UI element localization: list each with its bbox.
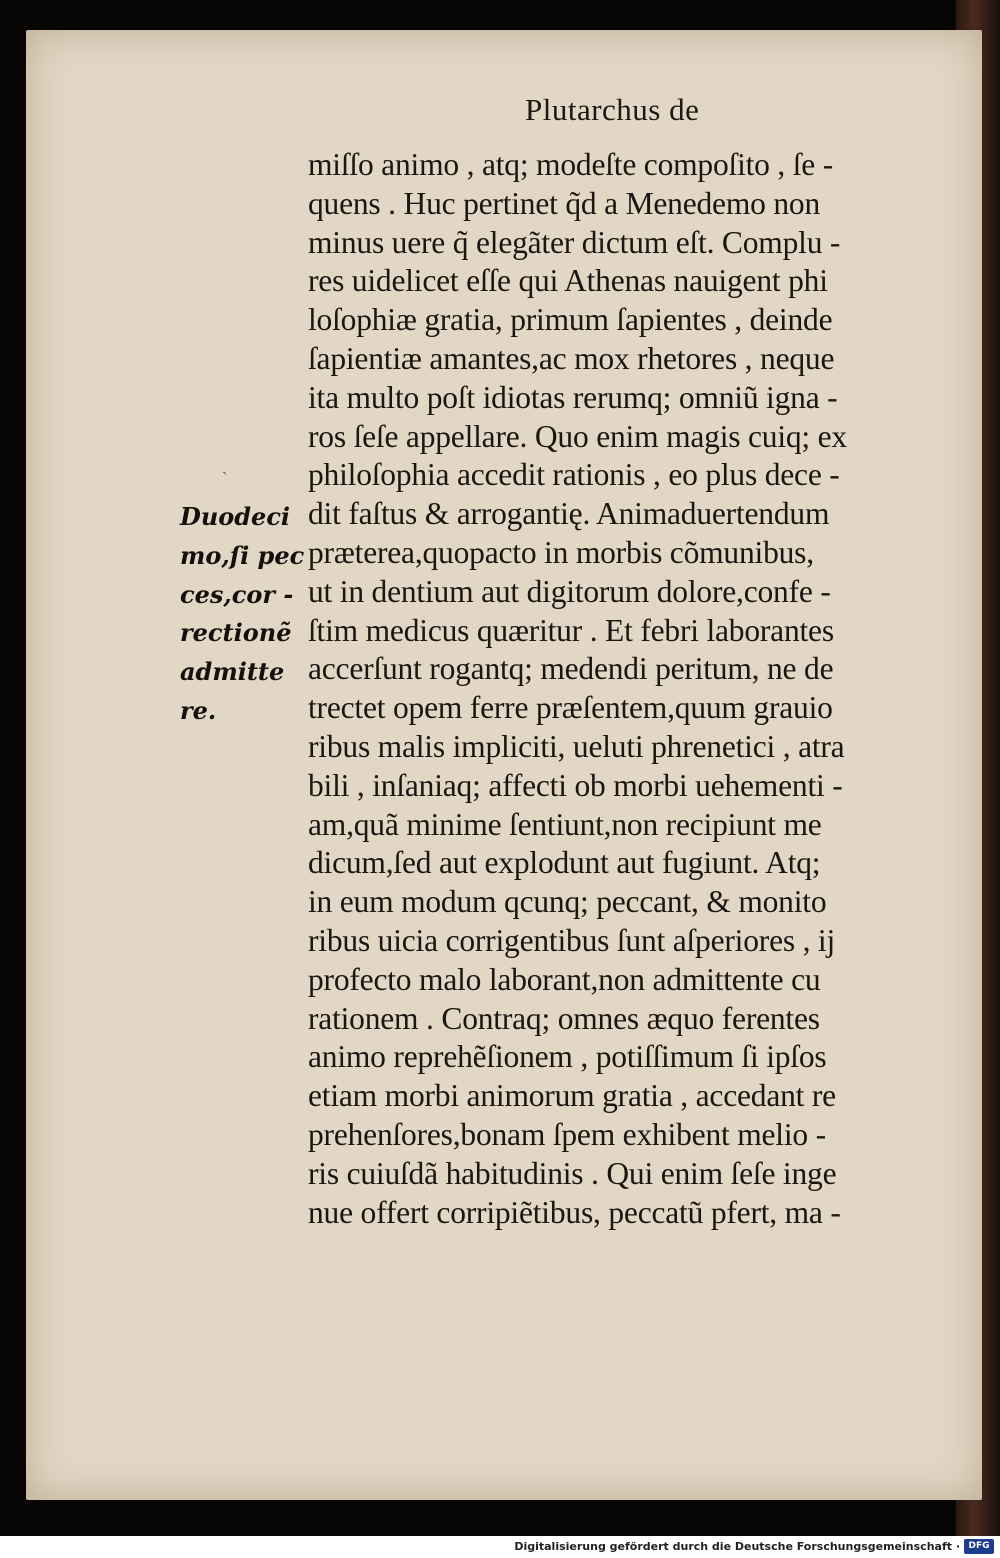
- stray-mark: ˋ: [222, 470, 228, 487]
- running-head: Plutarchus de: [525, 92, 700, 127]
- text-line: dicum,ſed aut explodunt aut fugiunt. Atq;: [308, 845, 821, 881]
- text-line: ros ſeſe appellare. Quo enim magis cuiq; ex: [308, 418, 847, 454]
- footer-bar: [0, 1536, 1000, 1558]
- text-line: ribus uicia corrigentibus ſunt aſperiores , ij: [308, 922, 836, 958]
- text-line: ſapientiæ amantes,ac mox rhetores , neque: [308, 340, 835, 376]
- marginal-line: ces,cor -: [180, 579, 294, 609]
- text-line: philoſophia accedit rationis , eo plus dece -: [308, 457, 840, 493]
- text-line: prehenſores,bonam ſpem exhibent melio -: [308, 1116, 826, 1152]
- text-line: rationem . Contraq; omnes æquo ferentes: [308, 1000, 820, 1036]
- text-line: nue offert corripiẽtibus, peccatũ pfert, ma -: [308, 1194, 841, 1230]
- marginal-line: Duodeci: [180, 502, 291, 531]
- text-line: præterea,quopacto in morbis cõmunibus,: [308, 534, 814, 570]
- text-line: accerſunt rogantq; medendi peritum, ne de: [308, 651, 834, 687]
- text-line: miſſo animo , atq; modeſte compoſito , ſe -: [308, 147, 834, 182]
- text-line: loſophiæ gratia, primum ſapientes , deinde: [308, 302, 833, 338]
- marginal-line: rectionẽ: [180, 618, 292, 648]
- dfg-logo: DFG: [964, 1539, 994, 1554]
- text-line: in eum modum qcunq; peccant, & monito: [308, 884, 827, 920]
- body-text: [308, 146, 956, 1232]
- text-line: ribus malis impliciti, ueluti phrenetici , atra: [308, 728, 845, 764]
- text-line: minus uere q̃ elegãter dictum eſt. Complu -: [308, 224, 841, 260]
- text-line: quens . Huc pertinet q̃d a Menedemo non: [308, 185, 821, 221]
- text-line: am,quã minime ſentiunt,non recipiunt me: [308, 806, 822, 842]
- marginal-line: admitte: [180, 657, 285, 687]
- text-line: animo reprehẽſionem , potiſſimum ſi ipſos: [308, 1039, 827, 1075]
- marginal-line: mo,ſi pec: [180, 540, 305, 570]
- text-line: trectet opem ferre præſentem,quum grauio: [308, 690, 833, 726]
- text-line: ut in dentium aut digitorum dolore,confe -: [308, 573, 831, 609]
- text-line: ita multo poſt idiotas rerumq; omniũ igna -: [308, 379, 838, 415]
- text-line: ſtim medicus quæritur . Et febri laborantes: [308, 612, 834, 648]
- text-line: etiam morbi animorum gratia , accedant re: [308, 1078, 836, 1114]
- text-line: profecto malo laborant,non admittente cu: [308, 961, 821, 997]
- text-line: res uidelicet eſſe qui Athenas nauigent phi: [308, 263, 828, 299]
- marginal-line: re.: [180, 695, 217, 725]
- marginal-note: [180, 498, 310, 731]
- text-line: ris cuiuſdã habitudinis . Qui enim ſeſe inge: [308, 1155, 837, 1191]
- funding-credit: Digitalisierung gefördert durch die Deutsche Forschungsgemeinschaft ·: [514, 1540, 960, 1553]
- text-line: dit faſtus & arrogantię. Animaduertendum: [308, 496, 830, 532]
- text-line: bili , inſaniaq; affecti ob morbi uehementi -: [308, 767, 843, 803]
